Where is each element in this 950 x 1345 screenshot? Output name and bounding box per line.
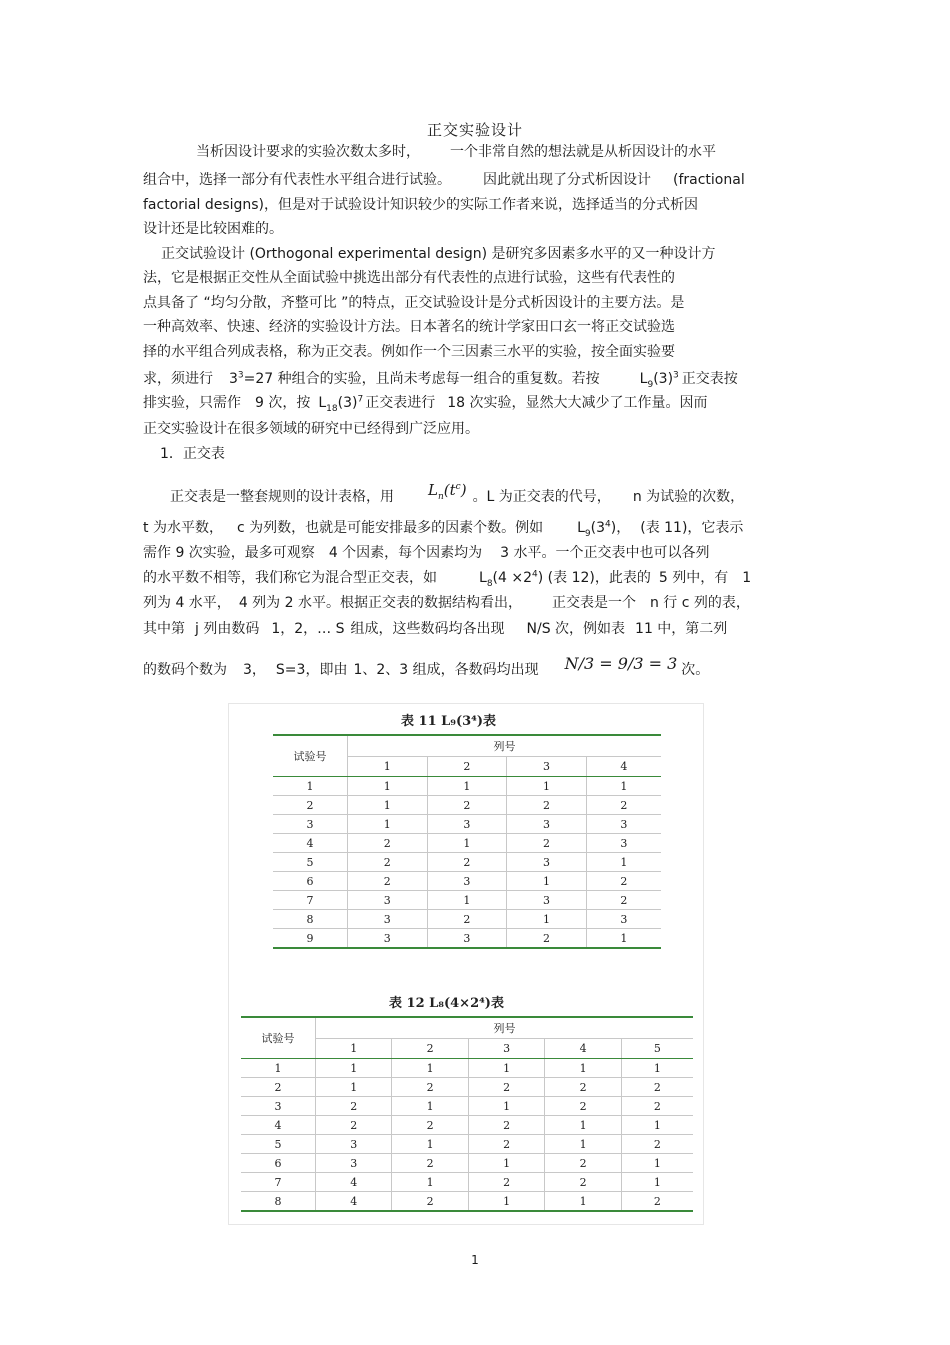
table-cell: 2 <box>468 1135 544 1154</box>
table-cell: 4 <box>316 1192 392 1212</box>
table-cell: 5 <box>241 1135 316 1154</box>
para3-line-3 <box>143 543 710 563</box>
table-cell: 5 <box>273 853 348 872</box>
para2-text: L <box>639 371 648 387</box>
table-row <box>241 1135 693 1154</box>
para2-line-7 <box>143 393 707 413</box>
table-cell: 2 <box>545 1078 621 1097</box>
subscript: 18 <box>326 403 338 414</box>
table-row <box>273 872 661 891</box>
superscript: 7 <box>357 394 364 405</box>
para3-text: (表 11)，它表示 <box>640 520 744 536</box>
table-cell: 1 <box>427 891 507 910</box>
table-cell: 2 <box>621 1135 693 1154</box>
table-cell: 2 <box>348 853 428 872</box>
table-cell: 3 <box>348 929 428 949</box>
table-cell: 1 <box>507 910 587 929</box>
table-cell: 1 <box>545 1116 621 1135</box>
table-cell: 2 <box>392 1154 468 1173</box>
para2-text: 正交表进行 <box>365 395 436 411</box>
intro-line-4: 设计还是比较困难的。 <box>143 221 283 237</box>
para3-text: 1、2、3 组成，各数码均出现 <box>353 662 539 678</box>
section-heading: 1．正交表 <box>160 446 225 462</box>
para3-text: 需作 9 次实验，最多可观察 <box>143 545 315 561</box>
intro-line-1 <box>143 142 716 162</box>
table-cell: 1 <box>316 1059 392 1078</box>
intro-text: 一个非常自然的想法就是从析因设计的水平 <box>450 144 716 160</box>
table-cell: 1 <box>316 1078 392 1097</box>
table-cell: 6 <box>241 1154 316 1173</box>
formula-part: L <box>428 481 438 499</box>
table-cell: 1 <box>468 1097 544 1116</box>
formula-ln-tc <box>428 480 467 500</box>
table-cell: 2 <box>586 872 661 891</box>
table-cell: 1 <box>241 1059 316 1078</box>
para3-line-1 <box>143 481 745 507</box>
para2-line-3: 点具备了 “均匀分散，齐整可比 ”的特点，正交试验设计是分式析因设计的主要方法。是 <box>143 295 685 311</box>
table-cell: 2 <box>468 1116 544 1135</box>
para3-text: 次。 <box>681 662 710 678</box>
table-cell: 2 <box>348 872 428 891</box>
table-cell: 1 <box>545 1192 621 1212</box>
table-cell: 3 <box>427 815 507 834</box>
table-cell: 1 <box>273 777 348 796</box>
para2-line-1 <box>143 244 716 264</box>
table-cell: 1 <box>507 777 587 796</box>
table-cell: 2 <box>427 853 507 872</box>
para3-text: c 为列数，也就是可能安排最多的因素个数。例如 <box>236 520 544 536</box>
table-cell: 3 <box>316 1135 392 1154</box>
para3-text: 正交表是一个 <box>551 595 636 611</box>
para2-text: 9 次，按 <box>255 395 311 411</box>
superscript: 3 <box>237 370 244 381</box>
para2-line-8: 正交实验设计在很多领域的研究中已经得到广泛应用。 <box>143 421 479 437</box>
para3-text: L <box>479 570 487 586</box>
table-row <box>273 853 661 872</box>
table11-col-header: 2 <box>427 757 507 777</box>
page-number: 1 <box>471 1253 479 1267</box>
para3-text: n 为试验的次数， <box>632 489 745 505</box>
table-cell: 3 <box>507 891 587 910</box>
table-cell: 1 <box>586 929 661 949</box>
intro-text: 因此就出现了分式析因设计 <box>483 172 651 188</box>
table-row <box>273 815 661 834</box>
table-cell: 1 <box>621 1059 693 1078</box>
para3-text: 的数码个数为 <box>143 662 227 678</box>
para2-line-2: 法，它是根据正交性从全面试验中挑选出部分有代表性的点进行试验，这些有代表性的 <box>143 270 675 286</box>
para3-text: 的水平数不相等，我们称它为混合型正交表，如 <box>143 570 437 586</box>
table-cell: 1 <box>427 834 507 853</box>
table-cell: 2 <box>392 1192 468 1212</box>
para3-text: N/S 次，例如表 <box>526 621 626 637</box>
formula-part: (t <box>443 481 456 499</box>
table-cell: 2 <box>468 1173 544 1192</box>
table-cell: 2 <box>241 1078 316 1097</box>
table-row <box>241 1192 693 1212</box>
table-cell: 2 <box>392 1116 468 1135</box>
formula-part: ) <box>460 481 467 499</box>
para2-text: L <box>318 395 327 411</box>
superscript: 4 <box>605 519 611 530</box>
formula-part: n <box>437 492 444 502</box>
table-cell: 1 <box>586 853 661 872</box>
table12-col-header: 3 <box>468 1039 544 1059</box>
table-cell: 7 <box>273 891 348 910</box>
table-cell: 2 <box>348 834 428 853</box>
para2-text: 18 次实验，显然大大减少了工作量。因而 <box>447 395 708 411</box>
para3-text: 3 水平。一个正交表中也可以各列 <box>500 545 710 561</box>
table-row <box>241 1059 693 1078</box>
table-cell: 3 <box>427 872 507 891</box>
table-cell: 9 <box>273 929 348 949</box>
table-cell: 2 <box>586 796 661 815</box>
table-cell: 1 <box>392 1173 468 1192</box>
para3-text: j 列由数码 <box>195 621 260 637</box>
table-cell: 2 <box>316 1097 392 1116</box>
table-cell: 3 <box>586 834 661 853</box>
table-cell: 2 <box>427 910 507 929</box>
table-cell: 3 <box>586 815 661 834</box>
table-cell: 2 <box>468 1078 544 1097</box>
table-cell: 2 <box>392 1078 468 1097</box>
superscript: 4 <box>532 569 538 580</box>
para2-text: =27 种组合的实验，且尚未考虑每一组合的重复数。若按 <box>243 371 600 387</box>
table-cell: 2 <box>427 796 507 815</box>
table-cell: 2 <box>545 1154 621 1173</box>
para3-line-2 <box>143 518 743 538</box>
intro-line-2 <box>143 170 745 190</box>
para2-text: 排实验，只需作 <box>143 395 241 411</box>
table-cell: 2 <box>621 1192 693 1212</box>
table12-col-header: 2 <box>392 1039 468 1059</box>
table-cell: 1 <box>392 1135 468 1154</box>
table12-row-header: 试验号 <box>241 1017 316 1059</box>
para2-line-4: 一种高效率、快速、经济的实验设计方法。日本著名的统计学家田口玄一将正交试验选 <box>143 319 675 335</box>
table-cell: 2 <box>507 929 587 949</box>
intro-text: (fractional <box>673 172 745 188</box>
para3-text: ，即由 <box>305 662 348 678</box>
subscript: 9 <box>584 528 591 539</box>
para3-line-5 <box>143 593 750 613</box>
para3-line-7 <box>143 654 710 680</box>
page-title: 正交实验设计 <box>426 121 523 139</box>
table-cell: 1 <box>348 796 428 815</box>
table-cell: 1 <box>545 1135 621 1154</box>
table-cell: 2 <box>545 1173 621 1192</box>
table11-col-header: 1 <box>348 757 428 777</box>
para3-text: (3 <box>590 520 606 536</box>
table-cell: 3 <box>241 1097 316 1116</box>
para3-text: 列为 4 水平， <box>143 595 231 611</box>
formula-n-over-3: N/3 = 9/3 = 3 <box>564 654 678 673</box>
table-cell: 1 <box>348 815 428 834</box>
para3-text: 组成，这些数码均各出现 <box>350 621 505 637</box>
table-cell: 1 <box>392 1097 468 1116</box>
table-row <box>241 1078 693 1097</box>
para3-text: 4 列为 2 水平。根据正交表的数据结构看出， <box>238 595 522 611</box>
para3-text: t 为水平数， <box>143 520 223 536</box>
table12-col-header: 4 <box>545 1039 621 1059</box>
table-row <box>241 1116 693 1135</box>
table-cell: 3 <box>348 891 428 910</box>
table-cell: 1 <box>621 1173 693 1192</box>
table-cell: 1 <box>468 1059 544 1078</box>
table-cell: 1 <box>586 777 661 796</box>
para3-line-6 <box>143 619 727 639</box>
table-row <box>273 777 661 796</box>
table-cell: 7 <box>241 1173 316 1192</box>
para2-text: (3) <box>653 371 674 387</box>
table-cell: 3 <box>273 815 348 834</box>
table-cell: 3 <box>316 1154 392 1173</box>
table-cell: 3 <box>348 910 428 929</box>
para3-text: 。L 为正交表的代号， <box>472 489 611 505</box>
table-cell: 1 <box>392 1059 468 1078</box>
para2-text: (3) <box>337 395 358 411</box>
para2-line-6 <box>143 369 738 389</box>
table12-col-header: 1 <box>316 1039 392 1059</box>
para3-text: (4 ×2 <box>492 570 533 586</box>
para3-text: S=3 <box>275 662 306 678</box>
table12-col-header: 5 <box>621 1039 693 1059</box>
tables-figure <box>228 703 704 1225</box>
table-row <box>273 891 661 910</box>
table-cell: 2 <box>586 891 661 910</box>
para3-text: 正交表是一整套规则的设计表格，用 <box>170 489 394 505</box>
superscript: 3 <box>673 370 679 381</box>
table-cell: 3 <box>427 929 507 949</box>
table-cell: 2 <box>621 1078 693 1097</box>
table-cell: 3 <box>507 815 587 834</box>
para3-text: n 行 c 列的表， <box>649 595 750 611</box>
table-cell: 2 <box>316 1116 392 1135</box>
table-cell: 4 <box>241 1116 316 1135</box>
para3-text: 3， <box>243 662 266 678</box>
subscript: 9 <box>647 379 654 390</box>
table-cell: 1 <box>545 1059 621 1078</box>
table-cell: 1 <box>621 1154 693 1173</box>
para2-text: 正交试验设计 (Orthogonal experimental design) 是研究多因素多水平的又一种设计方 <box>161 246 716 262</box>
table-cell: 2 <box>545 1097 621 1116</box>
table-cell: 2 <box>621 1097 693 1116</box>
table11-col-header: 4 <box>586 757 661 777</box>
para2-text: 3 <box>229 371 238 387</box>
table12 <box>241 1016 693 1212</box>
para3-text: )， <box>610 520 631 536</box>
table11-row-header: 试验号 <box>273 735 348 777</box>
table11-col-group: 列号 <box>348 735 662 757</box>
table-cell: 2 <box>507 796 587 815</box>
table-cell: 1 <box>507 872 587 891</box>
table-cell: 3 <box>507 853 587 872</box>
table-row <box>273 834 661 853</box>
table-cell: 1 <box>621 1116 693 1135</box>
para2-text: 求，须进行 <box>143 371 213 387</box>
table-row <box>273 929 661 949</box>
table-cell: 2 <box>507 834 587 853</box>
para3-text: 5 列中，有 <box>658 570 729 586</box>
subscript: 8 <box>486 578 493 589</box>
table-cell: 3 <box>586 910 661 929</box>
para3-text: 其中第 <box>143 621 185 637</box>
table-row <box>241 1154 693 1173</box>
para3-text: L <box>577 520 585 536</box>
intro-line-3: factorial designs)，但是对于试验设计知识较少的实际工作者来说，选择适当的分式析因 <box>143 197 699 213</box>
table-cell: 8 <box>273 910 348 929</box>
intro-text: 组合中，选择一部分有代表性水平组合进行试验。 <box>143 172 451 188</box>
para3-text: 1 <box>742 570 752 586</box>
table-cell: 4 <box>316 1173 392 1192</box>
table-cell: 1 <box>468 1192 544 1212</box>
table-cell: 8 <box>241 1192 316 1212</box>
para3-text: 1，2，… S <box>271 621 345 637</box>
para3-text: ) (表 12)，此表的 <box>537 570 651 586</box>
para3-text: 4 个因素，每个因素均为 <box>328 545 483 561</box>
para2-text: 正交表按 <box>681 371 738 387</box>
para3-text: 11 中，第二列 <box>635 621 728 637</box>
table-cell: 4 <box>273 834 348 853</box>
table11 <box>273 734 661 949</box>
table-cell: 2 <box>273 796 348 815</box>
table-cell: 1 <box>468 1154 544 1173</box>
para3-line-4 <box>143 568 751 588</box>
table-cell: 6 <box>273 872 348 891</box>
intro-text: 当析因设计要求的实验次数太多时， <box>196 144 420 160</box>
table11-col-header: 3 <box>507 757 587 777</box>
table12-caption: 表 12 L₈(4×2⁴)表 <box>389 996 504 1011</box>
table12-col-group: 列号 <box>316 1017 694 1039</box>
table-row <box>273 796 661 815</box>
table-row <box>241 1097 693 1116</box>
table11-caption: 表 11 L₉(3⁴)表 <box>401 714 497 729</box>
table-row <box>273 910 661 929</box>
table-cell: 1 <box>348 777 428 796</box>
table-row <box>241 1173 693 1192</box>
para2-line-5: 择的水平组合列成表格，称为正交表。例如作一个三因素三水平的实验，按全面实验要 <box>143 344 675 360</box>
table-cell: 1 <box>427 777 507 796</box>
formula-part: c <box>455 482 461 492</box>
